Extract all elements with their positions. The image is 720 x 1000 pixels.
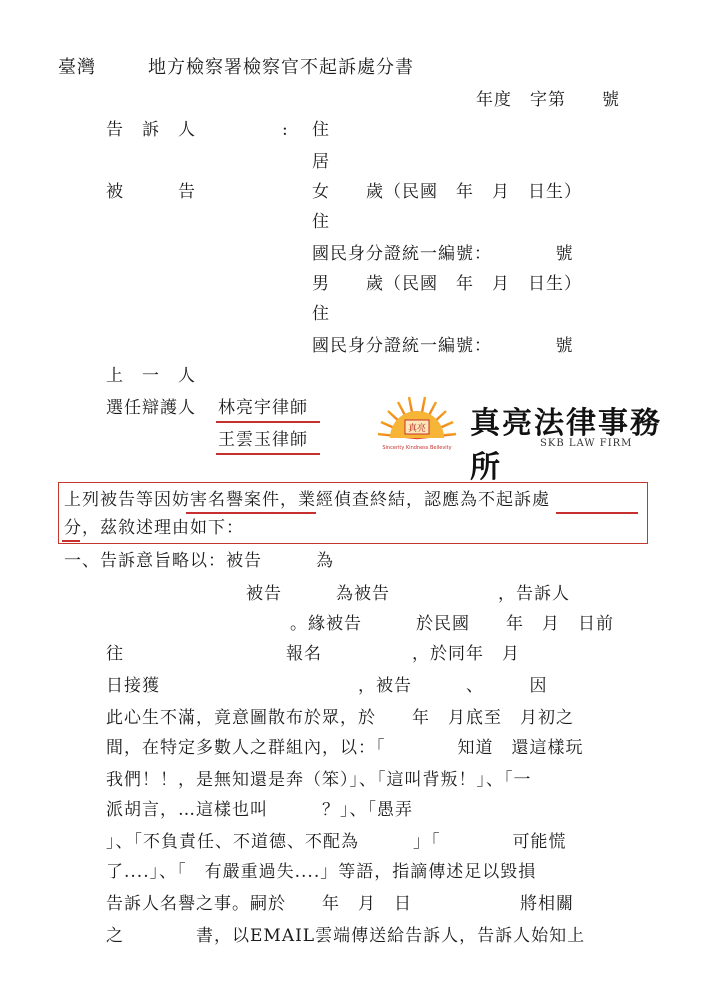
defendant1-address: 住 <box>312 212 330 232</box>
defendant2-birth: 男 歲（民國 年 月 日生） <box>312 274 582 294</box>
section-1-label: 一、告訴意旨略以：被告 為 <box>64 551 334 571</box>
non-prosecution-underline <box>556 512 638 514</box>
firm-english-name: SKB LAW FIRM <box>540 438 633 449</box>
paragraph-line-12: 之 書，以EMAIL雲端傳送給告訴人，告訴人始知上 <box>106 926 586 946</box>
defense-counsel-label: 選任辯護人 <box>106 398 196 418</box>
non-prosecution-underline-2 <box>62 540 80 542</box>
complainant-residence: 居 <box>312 152 330 172</box>
paragraph-line-6: 間，在特定多數人之群組內，以：「 知道 還這樣玩 <box>106 738 584 758</box>
colon: : <box>282 120 289 140</box>
paragraph-line-5: 此心生不滿，竟意圖散布於眾，於 年 月底至 月初之 <box>106 708 574 728</box>
paragraph-line-7: 我們！！，是無知還是奔（笨）」、「這叫背叛！」、「一 <box>106 770 532 790</box>
lawyer-1-underline <box>216 421 320 423</box>
intro-line-2: 分，茲敘述理由如下： <box>64 518 244 538</box>
defendant2-id: 國民身分證統一編號： 號 <box>312 336 574 356</box>
logo-seal-text: 真亮 <box>407 424 427 434</box>
paragraph-line-3: 往 報名 ，於同年 月 <box>106 644 520 664</box>
title-prefix: 臺灣 <box>58 57 96 78</box>
defendant1-id: 國民身分證統一編號： 號 <box>312 244 574 264</box>
lawyer-1: 林亮宇律師 <box>218 398 308 418</box>
law-firm-logo <box>372 394 672 485</box>
defendant-label: 被 告 <box>106 182 196 202</box>
paragraph-line-8: 派胡言，…這樣也叫 ？」、「愚弄 <box>106 800 413 820</box>
paragraph-line-2: 。緣被告 於民國 年 月 日前 <box>290 614 614 634</box>
defendant2-address: 住 <box>312 304 330 324</box>
defendant1-birth: 女 歲（民國 年 月 日生） <box>312 182 582 202</box>
case-number: 年度 字第 號 <box>476 90 620 110</box>
paragraph-line-1: 被告 為被告 ，告訴人 <box>246 584 570 604</box>
intro-line-1: 上列被告等因妨害名譽案件，業經偵查終結，認應為不起訴處 <box>64 490 550 510</box>
firm-name: 真亮法律事務所 <box>470 406 662 485</box>
lawyer-2: 王雲玉律師 <box>218 430 308 450</box>
page-title: 地方檢察署檢察官不起訴處分書 <box>148 57 414 78</box>
sunburst-icon <box>372 394 462 454</box>
case-type-underline <box>186 512 316 514</box>
complainant-address: 住 <box>312 120 330 140</box>
lawyer-2-underline <box>216 453 320 455</box>
paragraph-line-9: 」、「不負責任、不道德、不配為 」「 可能慌 <box>106 832 567 852</box>
paragraph-line-10: 了....」、「 有嚴重過失....」等語，指謫傳述足以毀損 <box>106 862 537 882</box>
paragraph-line-4: 日接獲 ，被告 、 因 <box>106 676 548 696</box>
paragraph-line-11: 告訴人名譽之事。嗣於 年 月 日 將相關 <box>106 894 574 914</box>
logo-motto: Sincerity Kindness Bellevity <box>382 445 452 451</box>
above-persons: 上 一 人 <box>106 366 196 386</box>
complainant-label: 告 訴 人 <box>106 120 196 140</box>
